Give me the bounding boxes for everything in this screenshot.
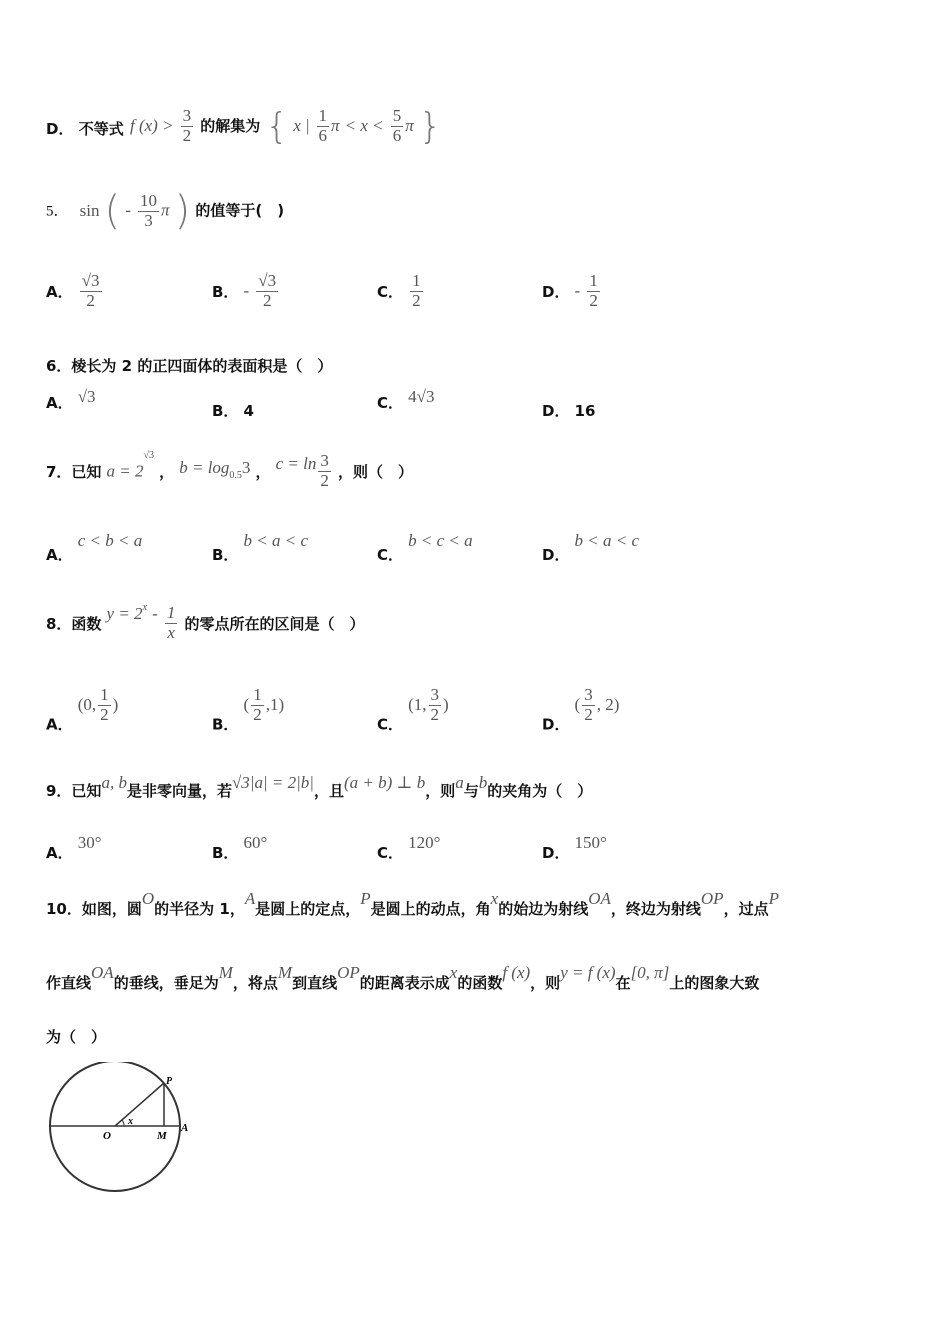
q5-option-d[interactable] (542, 272, 602, 310)
vector-vars: a, b (101, 773, 127, 792)
text-segment: 10．如图，圆 (46, 900, 142, 918)
interval-left: ( (243, 695, 250, 715)
question-5 (46, 188, 284, 234)
option-label: D． (542, 844, 570, 862)
option-label: B． (212, 402, 239, 420)
q6-option-c[interactable] (377, 387, 435, 413)
condition-2: (a + b) ⊥ b (343, 773, 426, 792)
math-segment: M (218, 963, 233, 982)
fraction (317, 107, 330, 145)
denominator: 2 (584, 704, 593, 724)
option-label: A． (46, 844, 73, 862)
math-segment: OA (588, 889, 611, 908)
text-segment: 作直线 (46, 974, 92, 992)
left-paren: ( (104, 188, 121, 234)
denominator: 6 (318, 126, 327, 145)
text-segment: 的始边为射线 (498, 900, 589, 918)
option-value: 120° (408, 833, 441, 852)
interval-left: (1, (408, 695, 427, 715)
label-o: O (103, 1130, 111, 1142)
q6-option-b[interactable] (212, 400, 254, 421)
comma: ， (159, 463, 175, 481)
option-value: b < a < c (574, 531, 640, 550)
q8-option-d[interactable] (542, 686, 619, 735)
math-segment: x (490, 889, 499, 908)
numerator: √3 (258, 271, 277, 290)
option-label: A． (46, 715, 73, 734)
numerator: 1 (589, 271, 598, 290)
q7-option-a[interactable] (46, 530, 143, 564)
math-segment: OA (91, 963, 114, 982)
numerator: 1 (166, 603, 176, 623)
a-exponent: √3 (143, 450, 155, 461)
numerator: 3 (320, 451, 329, 471)
question-8 (46, 602, 364, 643)
fraction (138, 192, 159, 230)
fraction (251, 686, 264, 724)
interval-right: ) (443, 695, 449, 715)
function-expr: y = 2 (106, 603, 143, 623)
question-prefix: 8．函数 (46, 615, 102, 633)
condition-1: √3|a| = 2|b| (231, 773, 314, 792)
denominator: 2 (430, 704, 440, 724)
question-10-line-3: 为（ ） (46, 1028, 107, 1046)
q9-option-b[interactable] (212, 832, 268, 862)
numerator: 3 (430, 685, 440, 704)
q5-option-b[interactable] (212, 272, 280, 310)
math-segment: A (244, 889, 256, 908)
text-segment: 的半径为 1， (154, 900, 245, 918)
option-value: 150° (574, 833, 607, 852)
b-base: 0.5 (229, 470, 242, 481)
option-label: A． (46, 282, 73, 301)
option-label: D． (542, 402, 570, 420)
right-brace: } (418, 106, 442, 147)
sin-text: sin (79, 200, 100, 220)
pi: π (405, 116, 414, 135)
q8-option-a[interactable] (46, 686, 118, 735)
question-suffix: ，则（ ） (337, 463, 413, 481)
numerator: 3 (182, 106, 192, 126)
fraction (98, 686, 111, 724)
numerator: √3 (81, 271, 100, 290)
text-segment: 的距离表示成 (359, 974, 450, 992)
middle-text: 的解集为 (200, 117, 261, 135)
math-segment: f (x) (502, 963, 531, 982)
q7-option-d[interactable] (542, 530, 640, 564)
text-segment: 是圆上的定点， (255, 900, 361, 918)
question-suffix: 的夹角为（ ） (487, 782, 593, 800)
numerator: 1 (318, 106, 327, 126)
denominator: 6 (392, 126, 402, 145)
sign: - (243, 281, 250, 301)
q6-option-a[interactable] (46, 387, 96, 413)
option-value: 4√3 (408, 387, 435, 406)
option-label: A． (46, 546, 73, 564)
pi: π (331, 116, 340, 135)
fraction (165, 604, 178, 642)
option-label: C． (377, 394, 404, 412)
interval-left: (0, (77, 695, 97, 715)
option-label: D． (542, 715, 570, 734)
question-text: 的值等于( ) (195, 201, 285, 220)
denominator: x (167, 623, 175, 642)
numerator: 1 (253, 685, 262, 704)
math-segment: OP (337, 963, 360, 982)
text-segment: 是圆上的动点，角 (370, 900, 491, 918)
q9-option-d[interactable] (542, 832, 607, 862)
option-label: C． (377, 715, 404, 734)
text-segment: 的垂线，垂足为 (113, 974, 219, 992)
c-expr: c = ln (275, 453, 317, 473)
fraction (181, 107, 194, 145)
denominator: 3 (144, 210, 153, 230)
question-10-line-1 (46, 888, 779, 918)
b-arg: 3 (241, 457, 251, 477)
sign: - (574, 281, 581, 301)
question-number: 5． (46, 203, 69, 220)
text: ，则 (425, 782, 456, 800)
numerator: 1 (100, 685, 109, 704)
set-var: x (293, 116, 301, 135)
right-paren: ) (174, 188, 191, 234)
denominator: 2 (100, 704, 109, 724)
question-10-line-2 (46, 962, 760, 992)
math-segment: y = f (x) (560, 963, 616, 982)
interval-right: ) (112, 695, 119, 715)
option-d-inequality (46, 118, 124, 139)
q7-option-c[interactable] (377, 530, 473, 564)
denominator: 2 (589, 290, 598, 310)
text: 与 (463, 782, 479, 800)
math-segment: P (768, 889, 779, 908)
denominator: 2 (182, 126, 192, 145)
option-label: B． (212, 844, 239, 862)
interval-left: ( (574, 695, 581, 715)
question-prefix: 7．已知 (46, 463, 102, 481)
denominator: 2 (320, 471, 329, 490)
fraction (429, 686, 442, 724)
a-expr: a = 2 (106, 461, 144, 481)
math-segment: O (141, 889, 155, 908)
fraction (582, 686, 595, 724)
option-label: C． (377, 546, 404, 564)
question-suffix: 的零点所在的区间是（ ） (184, 615, 365, 633)
option-label: C． (377, 844, 404, 862)
option-label: D． (542, 546, 570, 564)
option-label: B． (212, 282, 239, 301)
vector-a: a (455, 773, 464, 792)
q5-option-c[interactable] (377, 272, 425, 310)
denominator: 2 (262, 290, 272, 310)
q6-option-d[interactable] (542, 400, 595, 421)
left-brace: { (265, 106, 289, 147)
option-value: 60° (243, 833, 268, 852)
math-segment: OP (700, 889, 724, 908)
text-segment: ，将点 (232, 974, 278, 992)
lt-text: < x < (344, 116, 384, 135)
option-label: D． (542, 282, 570, 301)
label-x: x (128, 1116, 133, 1127)
exponent: x (142, 602, 148, 613)
fraction (80, 272, 102, 310)
q7-option-b[interactable] (212, 530, 309, 564)
text: 是非零向量，若 (126, 782, 232, 800)
denominator: 2 (412, 290, 421, 310)
option-value: c < b < a (77, 531, 143, 550)
angle-arc (122, 1120, 124, 1126)
inequality-expression (130, 106, 442, 147)
fraction (410, 272, 423, 310)
numerator: 3 (584, 685, 593, 704)
option-label: B． (212, 546, 239, 564)
option-label: A． (46, 394, 73, 412)
q8-option-c[interactable] (377, 686, 449, 735)
option-value: 4 (243, 402, 254, 420)
numerator: 5 (392, 106, 402, 126)
vector-b: b (478, 773, 488, 792)
comma: ， (255, 463, 271, 481)
option-prefix: 不等式 (78, 120, 124, 138)
question-7 (46, 450, 413, 491)
denominator: 2 (253, 704, 262, 724)
q9-option-c[interactable] (377, 832, 441, 862)
option-label: B． (212, 715, 239, 734)
question-prefix: 9．已知 (46, 782, 102, 800)
text-segment: 在 (615, 974, 631, 992)
pi: π (161, 200, 170, 220)
minus: - (152, 603, 158, 623)
minus: - (125, 200, 131, 220)
option-value: 16 (574, 402, 596, 420)
math-segment: x (449, 963, 458, 982)
numerator: 10 (140, 190, 158, 210)
text-segment: ，终边为射线 (610, 900, 701, 918)
fx-text: f (x) > (130, 116, 174, 135)
text-segment: 的函数 (457, 974, 503, 992)
interval-right: ,1) (265, 695, 285, 715)
q8-option-b[interactable] (212, 686, 284, 735)
fraction (391, 107, 404, 145)
math-segment: [0, π] (630, 963, 670, 982)
math-segment: M (277, 963, 293, 982)
label-a: A (181, 1122, 189, 1134)
numerator: 1 (412, 271, 421, 290)
fraction (318, 452, 331, 490)
q9-option-a[interactable] (46, 832, 102, 862)
label-m: M (157, 1130, 167, 1142)
fraction (256, 272, 278, 310)
text-segment: ，则 (530, 974, 561, 992)
ray-op (115, 1083, 164, 1126)
math-segment: P (360, 889, 371, 908)
text-segment: 上的图象大致 (669, 974, 760, 992)
text-segment: ，过点 (723, 900, 769, 918)
option-value: b < a < c (243, 531, 309, 550)
text: ，且 (313, 782, 344, 800)
interval-right: , 2) (596, 695, 620, 715)
option-value: b < c < a (408, 531, 473, 550)
option-value: √3 (77, 387, 96, 406)
b-expr: b = log (179, 457, 230, 477)
q5-option-a[interactable] (46, 272, 104, 310)
denominator: 2 (86, 290, 95, 310)
label-p: P (166, 1076, 173, 1087)
set-bar: | (306, 116, 310, 135)
text-segment: 到直线 (292, 974, 338, 992)
circle-figure (40, 1062, 200, 1202)
fraction (587, 272, 600, 310)
option-label: D． (46, 120, 74, 138)
question-6: 6．棱长为 2 的正四面体的表面积是（ ） (46, 357, 333, 375)
question-9 (46, 772, 593, 800)
option-label: C． (377, 282, 404, 301)
option-value: 30° (77, 833, 102, 852)
